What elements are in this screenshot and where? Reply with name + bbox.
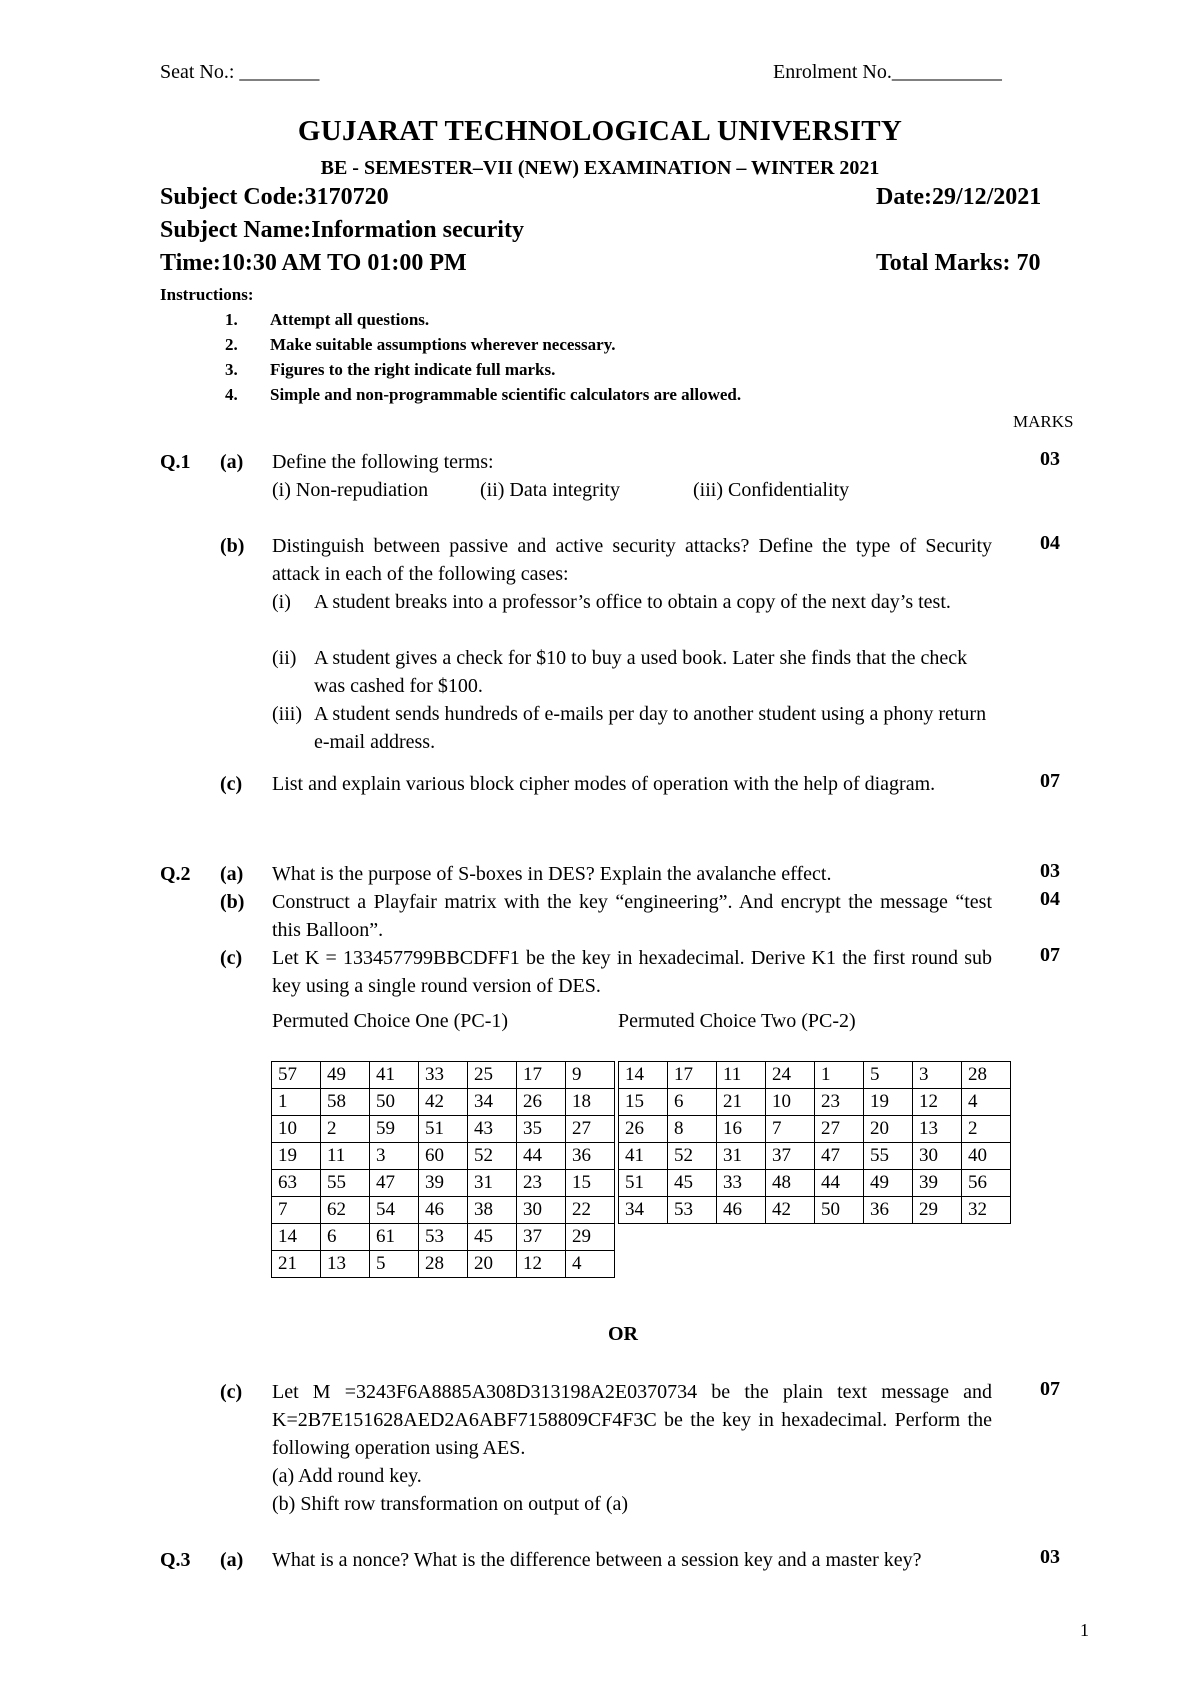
table-cell: 33 — [419, 1062, 468, 1089]
table-cell: 42 — [419, 1089, 468, 1116]
table-cell: 17 — [668, 1062, 717, 1089]
instruction-item: 1. Attempt all questions. — [225, 310, 430, 329]
table-cell: 25 — [468, 1062, 517, 1089]
table-cell: 1 — [815, 1062, 864, 1089]
table-cell: 63 — [272, 1170, 321, 1197]
q1a-text: Define the following terms: — [272, 451, 494, 473]
table-cell: 2 — [321, 1116, 370, 1143]
table-cell: 27 — [815, 1116, 864, 1143]
table-cell: 27 — [566, 1116, 615, 1143]
table-cell: 5 — [864, 1062, 913, 1089]
table-cell: 53 — [419, 1224, 468, 1251]
table-cell: 7 — [766, 1116, 815, 1143]
q1b-case-num: (iii) — [272, 703, 302, 725]
table-row — [272, 1224, 615, 1251]
table-cell: 31 — [717, 1143, 766, 1170]
table-cell: 7 — [272, 1197, 321, 1224]
table-cell: 3 — [370, 1143, 419, 1170]
q3a-part: (a) — [220, 1549, 244, 1571]
table-cell: 41 — [619, 1143, 668, 1170]
q1b-text: Distinguish between passive and active security attacks? Define the type of Security attack in each of the following cases: — [272, 535, 992, 585]
q2c-marks: 07 — [1040, 944, 1060, 966]
table-cell: 46 — [419, 1197, 468, 1224]
q1a-term-2: (ii) Data integrity — [480, 479, 620, 501]
pc2-table — [618, 1061, 1011, 1224]
q2b-part: (b) — [220, 891, 245, 913]
q2c-or-sub-b: (b) Shift row transformation on output of (a) — [272, 1493, 629, 1515]
table-row — [619, 1170, 1011, 1197]
table-cell: 5 — [370, 1251, 419, 1278]
table-cell: 43 — [468, 1116, 517, 1143]
table-cell: 4 — [566, 1251, 615, 1278]
table-cell: 29 — [566, 1224, 615, 1251]
question-1-label: Q.1 — [160, 451, 191, 473]
total-marks: Total Marks: 70 — [876, 250, 1041, 276]
q1c-text: List and explain various block cipher modes of operation with the help of diagram. — [272, 773, 936, 795]
table-cell: 51 — [619, 1170, 668, 1197]
q2b-marks: 04 — [1040, 888, 1060, 910]
q1b-part: (b) — [220, 535, 245, 557]
table-cell: 26 — [619, 1116, 668, 1143]
subject-code: Subject Code:3170720 — [160, 184, 389, 210]
table-cell: 19 — [272, 1143, 321, 1170]
table-cell: 47 — [815, 1143, 864, 1170]
table-cell: 15 — [566, 1170, 615, 1197]
table-cell: 48 — [766, 1170, 815, 1197]
table-cell: 14 — [619, 1062, 668, 1089]
q1b-marks: 04 — [1040, 532, 1060, 554]
table-cell: 38 — [468, 1197, 517, 1224]
instructions-title: Instructions: — [160, 285, 254, 304]
table-row — [272, 1170, 615, 1197]
table-cell: 11 — [717, 1062, 766, 1089]
table-cell: 12 — [913, 1089, 962, 1116]
table-cell: 18 — [566, 1089, 615, 1116]
table-row — [619, 1143, 1011, 1170]
q2c-or-sub-a: (a) Add round key. — [272, 1465, 422, 1487]
table-cell: 31 — [468, 1170, 517, 1197]
table-cell: 49 — [864, 1170, 913, 1197]
table-cell: 60 — [419, 1143, 468, 1170]
table-cell: 36 — [864, 1197, 913, 1224]
q2a-marks: 03 — [1040, 860, 1060, 882]
exam-date: Date:29/12/2021 — [876, 184, 1042, 210]
q2a-text: What is the purpose of S-boxes in DES? Explain the avalanche effect. — [272, 863, 832, 885]
table-cell: 40 — [962, 1143, 1011, 1170]
q1b-case-num: (i) — [272, 591, 291, 613]
table-cell: 57 — [272, 1062, 321, 1089]
table-cell: 53 — [668, 1197, 717, 1224]
table-cell: 32 — [962, 1197, 1011, 1224]
table-cell: 17 — [517, 1062, 566, 1089]
table-cell: 34 — [619, 1197, 668, 1224]
table-cell: 49 — [321, 1062, 370, 1089]
table-cell: 10 — [272, 1116, 321, 1143]
table-cell: 22 — [566, 1197, 615, 1224]
table-row — [272, 1062, 615, 1089]
exam-time: Time:10:30 AM TO 01:00 PM — [160, 250, 467, 276]
table-cell: 30 — [913, 1143, 962, 1170]
seat-number: Seat No.: ________ — [160, 61, 320, 83]
enrolment-number: Enrolment No.___________ — [773, 61, 1002, 83]
instruction-item: 2. Make suitable assumptions wherever necessary. — [225, 335, 616, 354]
page-number: 1 — [1080, 1620, 1089, 1640]
table-cell: 50 — [370, 1089, 419, 1116]
q1c-marks: 07 — [1040, 770, 1060, 792]
table-cell: 30 — [517, 1197, 566, 1224]
table-cell: 15 — [619, 1089, 668, 1116]
table-cell: 2 — [962, 1116, 1011, 1143]
subject-name: Subject Name:Information security — [160, 217, 524, 243]
or-separator: OR — [608, 1323, 638, 1345]
q1b-case-text: A student breaks into a professor’s office to obtain a copy of the next day’s test. — [314, 591, 951, 613]
table-cell: 46 — [717, 1197, 766, 1224]
table-cell: 35 — [517, 1116, 566, 1143]
q2a-part: (a) — [220, 863, 244, 885]
q2c-text: Let K = 133457799BBCDFF1 be the key in hexadecimal. Derive K1 the first round sub key using a single round version of DES. — [272, 947, 992, 997]
table-cell: 56 — [962, 1170, 1011, 1197]
exam-title: BE - SEMESTER–VII (NEW) EXAMINATION – WINTER 2021 — [320, 157, 880, 179]
table-cell: 39 — [419, 1170, 468, 1197]
table-cell: 20 — [468, 1251, 517, 1278]
table-cell: 26 — [517, 1089, 566, 1116]
table-cell: 14 — [272, 1224, 321, 1251]
table-cell: 23 — [815, 1089, 864, 1116]
table-cell: 12 — [517, 1251, 566, 1278]
table-row — [619, 1116, 1011, 1143]
table-cell: 52 — [468, 1143, 517, 1170]
table-row — [619, 1089, 1011, 1116]
q1a-term-1: (i) Non-repudiation — [272, 479, 429, 501]
table-row — [272, 1116, 615, 1143]
table-cell: 8 — [668, 1116, 717, 1143]
table-cell: 54 — [370, 1197, 419, 1224]
table-cell: 1 — [272, 1089, 321, 1116]
table-cell: 6 — [321, 1224, 370, 1251]
table-cell: 36 — [566, 1143, 615, 1170]
pc2-title: Permuted Choice Two (PC-2) — [618, 1010, 856, 1032]
marks-column-header: MARKS — [1013, 412, 1074, 431]
table-cell: 21 — [272, 1251, 321, 1278]
instruction-item: 4. Simple and non-programmable scientific calculators are allowed. — [225, 385, 742, 404]
q2b-text: Construct a Playfair matrix with the key “engineering”. And encrypt the message “test this Balloon”. — [272, 891, 992, 941]
table-cell: 28 — [962, 1062, 1011, 1089]
table-cell: 62 — [321, 1197, 370, 1224]
table-cell: 45 — [668, 1170, 717, 1197]
table-row — [619, 1197, 1011, 1224]
table-cell: 55 — [321, 1170, 370, 1197]
instruction-item: 3. Figures to the right indicate full marks. — [225, 360, 556, 379]
q2c-or-text: Let M =3243F6A8885A308D313198A2E0370734 be the plain text message and K=2B7E151628AED2A6ABF7158809CF4F3C be the key in hexadecimal. Perform the following operation using AES. — [272, 1381, 992, 1459]
table-cell: 42 — [766, 1197, 815, 1224]
q1b-case-num: (ii) — [272, 647, 297, 669]
table-cell: 59 — [370, 1116, 419, 1143]
pc1-title: Permuted Choice One (PC-1) — [272, 1010, 509, 1032]
table-cell: 19 — [864, 1089, 913, 1116]
table-cell: 58 — [321, 1089, 370, 1116]
q1c-part: (c) — [220, 773, 243, 795]
table-cell: 16 — [717, 1116, 766, 1143]
table-cell: 44 — [517, 1143, 566, 1170]
university-title: GUJARAT TECHNOLOGICAL UNIVERSITY — [297, 115, 903, 147]
table-cell: 13 — [321, 1251, 370, 1278]
table-cell: 6 — [668, 1089, 717, 1116]
table-cell: 10 — [766, 1089, 815, 1116]
question-3-label: Q.3 — [160, 1549, 191, 1571]
table-cell: 39 — [913, 1170, 962, 1197]
table-cell: 3 — [913, 1062, 962, 1089]
q2c-part: (c) — [220, 947, 243, 969]
table-cell: 11 — [321, 1143, 370, 1170]
table-row — [272, 1143, 615, 1170]
table-cell: 44 — [815, 1170, 864, 1197]
table-cell: 24 — [766, 1062, 815, 1089]
table-row — [272, 1197, 615, 1224]
table-cell: 41 — [370, 1062, 419, 1089]
table-cell: 61 — [370, 1224, 419, 1251]
table-cell: 28 — [419, 1251, 468, 1278]
table-cell: 9 — [566, 1062, 615, 1089]
q1b-case-text: A student sends hundreds of e-mails per day to another student using a phony return e-mail address. — [314, 703, 987, 753]
table-row — [272, 1089, 615, 1116]
table-row — [272, 1251, 615, 1278]
table-cell: 37 — [766, 1143, 815, 1170]
q2c-or-part: (c) — [220, 1381, 243, 1403]
table-cell: 29 — [913, 1197, 962, 1224]
table-cell: 50 — [815, 1197, 864, 1224]
table-cell: 21 — [717, 1089, 766, 1116]
table-cell: 47 — [370, 1170, 419, 1197]
q1b-case-text: A student gives a check for $10 to buy a used book. Later she finds that the check was cashed for $100. — [314, 647, 968, 697]
table-cell: 52 — [668, 1143, 717, 1170]
q3a-text: What is a nonce? What is the difference between a session key and a master key? — [272, 1549, 922, 1571]
instructions-list — [225, 307, 741, 407]
table-cell: 13 — [913, 1116, 962, 1143]
table-cell: 20 — [864, 1116, 913, 1143]
question-2-label: Q.2 — [160, 863, 191, 885]
table-row — [619, 1062, 1011, 1089]
table-cell: 34 — [468, 1089, 517, 1116]
table-cell: 55 — [864, 1143, 913, 1170]
table-cell: 23 — [517, 1170, 566, 1197]
pc1-table — [271, 1061, 615, 1278]
q1a-part: (a) — [220, 451, 244, 473]
table-cell: 37 — [517, 1224, 566, 1251]
table-cell: 4 — [962, 1089, 1011, 1116]
q1a-marks: 03 — [1040, 448, 1060, 470]
table-cell: 33 — [717, 1170, 766, 1197]
q3a-marks: 03 — [1040, 1546, 1060, 1568]
table-cell: 51 — [419, 1116, 468, 1143]
q2c-or-marks: 07 — [1040, 1378, 1060, 1400]
q1a-term-3: (iii) Confidentiality — [693, 479, 850, 501]
table-cell: 45 — [468, 1224, 517, 1251]
